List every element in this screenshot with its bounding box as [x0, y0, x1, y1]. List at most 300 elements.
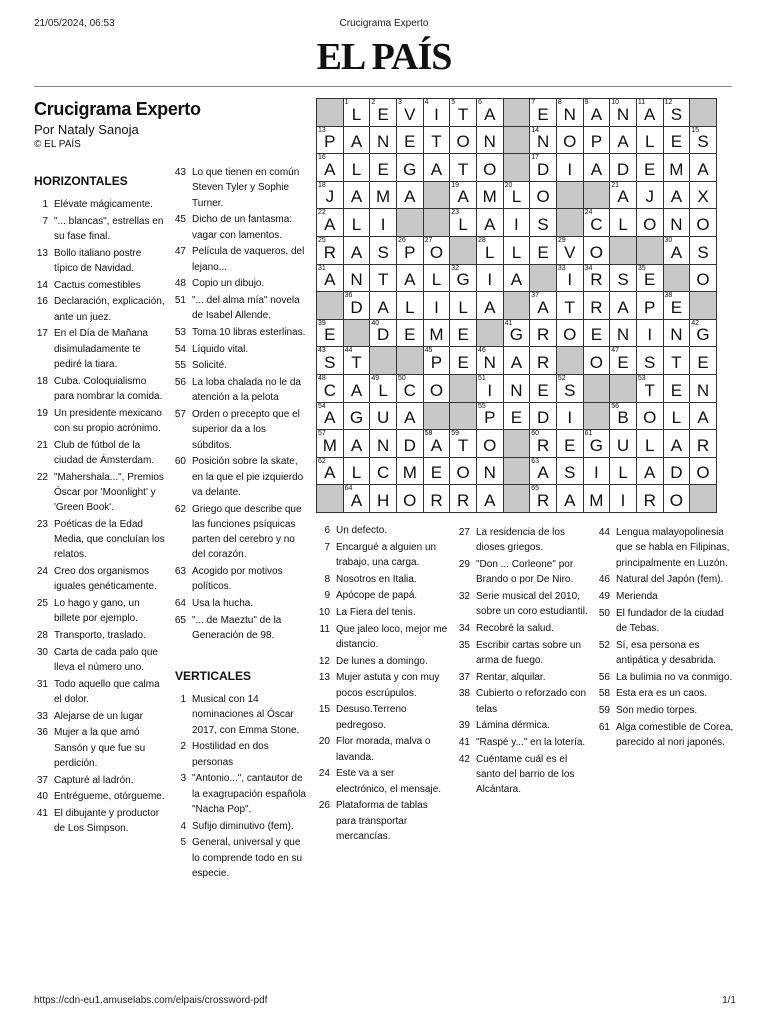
cell-letter: A: [670, 435, 683, 455]
clue-item: [316, 766, 448, 797]
grid-cell[interactable]: [396, 126, 423, 154]
grid-cell[interactable]: [370, 402, 397, 430]
cell-letter: O: [456, 132, 470, 152]
grid-cell[interactable]: [556, 154, 583, 182]
cell-letter: M: [429, 325, 444, 345]
grid-cell[interactable]: [663, 402, 690, 430]
grid-cell[interactable]: [690, 264, 717, 292]
grid-cell[interactable]: [450, 319, 477, 347]
clue-text: Dicho de un fantasma: vagar con lamentos.: [192, 214, 293, 241]
clue-text: Solicité.: [192, 360, 228, 372]
cell-letter: S: [697, 132, 709, 152]
grid-cell[interactable]: [610, 154, 637, 182]
grid-cell[interactable]: [583, 126, 610, 154]
cell-letter: L: [351, 159, 362, 179]
grid-cell[interactable]: [317, 126, 344, 154]
grid-cell[interactable]: [690, 457, 717, 485]
grid-cell[interactable]: [450, 264, 477, 292]
grid-cell[interactable]: [636, 126, 663, 154]
grid-cell[interactable]: [370, 181, 397, 209]
clue-number: 23: [36, 518, 48, 530]
clue-text: Alga comestible de Corea, parecido al nori japonés.: [616, 721, 734, 748]
grid-cell[interactable]: [396, 154, 423, 182]
grid-cell[interactable]: [450, 292, 477, 320]
grid-cell[interactable]: [610, 457, 637, 485]
grid-cell[interactable]: [476, 430, 503, 458]
vertical-clues-col3: [316, 523, 448, 846]
grid-cell[interactable]: [476, 457, 503, 485]
clue-text: La Fiera del tenis.: [336, 607, 416, 619]
cell-number: 58: [424, 430, 433, 438]
grid-cell[interactable]: [450, 209, 477, 237]
grid-block-cell: [503, 99, 530, 127]
grid-cell[interactable]: [396, 99, 423, 127]
cell-number: 54: [318, 402, 326, 410]
grid-cell[interactable]: [556, 126, 583, 154]
grid-cell[interactable]: [610, 347, 637, 375]
clue-number: 13: [36, 247, 48, 259]
grid-cell[interactable]: [690, 236, 717, 264]
grid-cell[interactable]: [583, 264, 610, 292]
clue-item: [172, 835, 308, 881]
cell-letter: C: [403, 380, 416, 400]
grid-cell[interactable]: [450, 485, 477, 513]
grid-cell[interactable]: [476, 485, 503, 513]
grid-cell[interactable]: [583, 236, 610, 264]
grid-cell[interactable]: [343, 430, 370, 458]
grid-cell[interactable]: [583, 430, 610, 458]
cell-letter: S: [564, 463, 576, 483]
grid-cell[interactable]: [343, 181, 370, 209]
grid-cell[interactable]: [476, 347, 503, 375]
grid-cell[interactable]: [396, 292, 423, 320]
grid-cell[interactable]: [610, 126, 637, 154]
cell-number: 16: [318, 154, 326, 162]
clue-item: [34, 197, 166, 212]
grid-cell[interactable]: [370, 457, 397, 485]
grid-cell[interactable]: [503, 236, 530, 264]
clue-item: [172, 325, 308, 340]
grid-row: [317, 126, 717, 154]
grid-cell[interactable]: [396, 402, 423, 430]
clue-number: 29: [458, 558, 470, 570]
grid-cell[interactable]: [663, 236, 690, 264]
grid-cell[interactable]: [423, 99, 450, 127]
clue-item: [172, 165, 308, 211]
grid-cell[interactable]: [663, 374, 690, 402]
grid-cell[interactable]: [317, 264, 344, 292]
clue-text: Plataforma de tablas para transportar mercancías.: [336, 800, 428, 842]
clue-text: Natural del Japón (fem).: [616, 574, 724, 586]
grid-cell[interactable]: [636, 402, 663, 430]
grid-cell[interactable]: [476, 154, 503, 182]
print-date: 21/05/2024, 06:53: [34, 18, 115, 29]
grid-cell[interactable]: [503, 402, 530, 430]
grid-cell[interactable]: [503, 181, 530, 209]
clue-text: Un presidente mexicano con su propio acrónimo.: [54, 407, 162, 434]
grid-cell[interactable]: [343, 457, 370, 485]
grid-cell[interactable]: [663, 485, 690, 513]
grid-cell[interactable]: [556, 99, 583, 127]
grid-cell[interactable]: [690, 154, 717, 182]
grid-cell[interactable]: [583, 347, 610, 375]
grid-cell[interactable]: [556, 485, 583, 513]
grid-cell[interactable]: [370, 154, 397, 182]
grid-cell[interactable]: [636, 319, 663, 347]
grid-cell[interactable]: [610, 181, 637, 209]
grid-cell[interactable]: [690, 374, 717, 402]
cell-letter: D: [670, 463, 683, 483]
cell-letter: C: [590, 214, 603, 234]
grid-cell[interactable]: [663, 126, 690, 154]
cell-letter: M: [376, 187, 391, 207]
grid-cell[interactable]: [423, 292, 450, 320]
grid-cell[interactable]: [530, 457, 557, 485]
grid-cell[interactable]: [530, 402, 557, 430]
grid-cell[interactable]: [530, 209, 557, 237]
cell-letter: J: [645, 187, 654, 207]
grid-cell[interactable]: [396, 264, 423, 292]
clue-item: [34, 374, 166, 405]
grid-cell[interactable]: [370, 292, 397, 320]
cell-letter: E: [377, 159, 389, 179]
grid-cell[interactable]: [636, 374, 663, 402]
grid-row: [317, 99, 717, 127]
copyright-notice: © EL PAÍS: [34, 139, 81, 150]
cell-letter: A: [350, 187, 363, 207]
grid-block-cell: [503, 154, 530, 182]
grid-cell[interactable]: [476, 181, 503, 209]
clue-text: Orden o precepto que el superior da a los súbditos.: [192, 408, 300, 451]
cell-letter: G: [349, 408, 364, 428]
cell-letter: N: [377, 132, 390, 152]
clue-number: 28: [36, 630, 48, 642]
grid-cell[interactable]: [636, 154, 663, 182]
grid-cell[interactable]: [370, 430, 397, 458]
cell-letter: E: [644, 270, 656, 290]
grid-cell[interactable]: [503, 374, 530, 402]
clue-text: Posición sobre la skate, en la que el pie izquierdo va delante.: [192, 456, 304, 498]
grid-cell[interactable]: [663, 154, 690, 182]
grid-cell[interactable]: [610, 430, 637, 458]
grid-cell[interactable]: [343, 126, 370, 154]
cell-letter: T: [457, 435, 469, 455]
grid-cell[interactable]: [610, 209, 637, 237]
grid-cell[interactable]: [610, 319, 637, 347]
grid-cell[interactable]: [530, 99, 557, 127]
grid-cell[interactable]: [663, 209, 690, 237]
grid-cell[interactable]: [476, 292, 503, 320]
grid-cell[interactable]: [343, 99, 370, 127]
clue-item: [34, 438, 166, 469]
grid-cell[interactable]: [556, 264, 583, 292]
clue-item: [172, 564, 308, 595]
grid-cell[interactable]: [476, 126, 503, 154]
grid-cell[interactable]: [476, 236, 503, 264]
cell-letter: A: [377, 297, 389, 317]
grid-cell[interactable]: [530, 154, 557, 182]
cell-letter: L: [644, 435, 655, 455]
grid-cell[interactable]: [583, 292, 610, 320]
grid-cell[interactable]: [556, 430, 583, 458]
cell-letter: E: [644, 159, 656, 179]
cell-letter: E: [404, 325, 416, 345]
grid-cell[interactable]: [690, 347, 717, 375]
grid-cell[interactable]: [610, 292, 637, 320]
clue-item: [34, 628, 166, 643]
grid-cell[interactable]: [423, 430, 450, 458]
grid-cell[interactable]: [636, 99, 663, 127]
grid-cell[interactable]: [690, 126, 717, 154]
grid-cell[interactable]: [370, 264, 397, 292]
grid-cell[interactable]: [556, 457, 583, 485]
cell-letter: O: [643, 214, 657, 234]
grid-cell[interactable]: [450, 347, 477, 375]
clue-item: [172, 819, 308, 834]
vertical-clues-col4: [454, 525, 588, 799]
clue-text: Alejarse de un lugar: [54, 710, 143, 722]
grid-cell[interactable]: [556, 374, 583, 402]
cell-letter: S: [564, 380, 576, 400]
grid-cell[interactable]: [423, 485, 450, 513]
grid-cell[interactable]: [317, 319, 344, 347]
clue-text: Cubierto o reforzado con telas: [476, 688, 587, 715]
grid-cell[interactable]: [343, 236, 370, 264]
grid-cell[interactable]: [423, 319, 450, 347]
grid-cell[interactable]: [317, 374, 344, 402]
grid-cell[interactable]: [556, 319, 583, 347]
grid-cell[interactable]: [583, 99, 610, 127]
clue-text: Mujer astuta y con muy pocos escrúpulos.: [336, 672, 440, 699]
cell-letter: A: [617, 132, 629, 152]
clue-number: 22: [36, 471, 48, 483]
grid-cell[interactable]: [343, 374, 370, 402]
grid-cell[interactable]: [503, 264, 530, 292]
cell-letter: O: [696, 214, 710, 234]
cell-letter: E: [457, 352, 469, 372]
grid-cell[interactable]: [450, 457, 477, 485]
grid-block-cell: [503, 126, 530, 154]
clue-number: 37: [36, 774, 48, 786]
cell-letter: H: [377, 490, 390, 510]
grid-cell[interactable]: [556, 236, 583, 264]
cell-letter: A: [324, 214, 336, 234]
cell-letter: A: [324, 463, 336, 483]
grid-cell[interactable]: [583, 319, 610, 347]
grid-cell[interactable]: [343, 264, 370, 292]
grid-cell[interactable]: [476, 402, 503, 430]
grid-cell[interactable]: [530, 374, 557, 402]
grid-cell[interactable]: [370, 236, 397, 264]
cell-letter: R: [323, 242, 336, 262]
cell-letter: P: [644, 297, 656, 317]
grid-cell[interactable]: [556, 402, 583, 430]
grid-cell[interactable]: [343, 402, 370, 430]
grid-cell[interactable]: [423, 126, 450, 154]
grid-block-cell: [450, 402, 477, 430]
grid-cell[interactable]: [610, 99, 637, 127]
grid-cell[interactable]: [423, 236, 450, 264]
grid-cell[interactable]: [343, 209, 370, 237]
grid-cell[interactable]: [343, 485, 370, 513]
grid-cell[interactable]: [503, 347, 530, 375]
cell-letter: O: [669, 490, 683, 510]
grid-cell[interactable]: [636, 457, 663, 485]
grid-cell[interactable]: [690, 402, 717, 430]
grid-cell[interactable]: [423, 347, 450, 375]
grid-cell[interactable]: [396, 374, 423, 402]
grid-cell[interactable]: [370, 319, 397, 347]
grid-cell[interactable]: [396, 485, 423, 513]
grid-cell[interactable]: [556, 292, 583, 320]
cell-letter: G: [509, 325, 524, 345]
grid-cell[interactable]: [636, 264, 663, 292]
cell-letter: N: [616, 104, 630, 124]
grid-cell[interactable]: [583, 209, 610, 237]
grid-cell[interactable]: [343, 154, 370, 182]
grid-cell[interactable]: [317, 402, 344, 430]
cell-number: 55: [477, 402, 486, 410]
grid-cell[interactable]: [476, 99, 503, 127]
grid-cell[interactable]: [663, 181, 690, 209]
cell-letter: L: [431, 270, 442, 290]
grid-cell[interactable]: [423, 154, 450, 182]
grid-cell[interactable]: [317, 430, 344, 458]
grid-cell[interactable]: [450, 126, 477, 154]
grid-block-cell: [583, 402, 610, 430]
grid-cell[interactable]: [503, 209, 530, 237]
clue-number: 19: [36, 407, 48, 419]
grid-cell[interactable]: [450, 181, 477, 209]
grid-cell[interactable]: [343, 292, 370, 320]
clue-number: 55: [174, 360, 186, 372]
grid-cell[interactable]: [610, 485, 637, 513]
clue-item: [454, 752, 588, 798]
grid-cell[interactable]: [423, 457, 450, 485]
grid-cell[interactable]: [396, 457, 423, 485]
grid-cell[interactable]: [317, 236, 344, 264]
grid-cell[interactable]: [396, 181, 423, 209]
grid-cell[interactable]: [663, 430, 690, 458]
cell-number: 62: [318, 457, 326, 465]
grid-cell[interactable]: [663, 457, 690, 485]
grid-cell[interactable]: [663, 292, 690, 320]
grid-cell[interactable]: [636, 292, 663, 320]
grid-cell[interactable]: [610, 402, 637, 430]
cell-letter: E: [670, 380, 683, 400]
grid-cell[interactable]: [370, 126, 397, 154]
grid-cell[interactable]: [396, 319, 423, 347]
cell-letter: P: [590, 132, 603, 152]
grid-cell[interactable]: [530, 236, 557, 264]
grid-cell[interactable]: [317, 457, 344, 485]
grid-cell[interactable]: [317, 181, 344, 209]
grid-cell[interactable]: [370, 209, 397, 237]
grid-cell[interactable]: [396, 236, 423, 264]
grid-row: [317, 236, 717, 264]
grid-cell[interactable]: [690, 430, 717, 458]
grid-cell[interactable]: [663, 347, 690, 375]
clue-text: Elévate mágicamente.: [54, 199, 153, 210]
grid-cell[interactable]: [663, 319, 690, 347]
cell-number: 57: [318, 430, 326, 438]
cell-letter: O: [429, 380, 444, 400]
grid-cell[interactable]: [450, 430, 477, 458]
clue-item: [594, 638, 734, 669]
grid-row: [317, 485, 717, 513]
grid-block-cell: [317, 99, 344, 127]
clue-item: [34, 709, 166, 724]
grid-cell[interactable]: [530, 347, 557, 375]
grid-cell[interactable]: [450, 154, 477, 182]
grid-cell[interactable]: [530, 292, 557, 320]
grid-cell[interactable]: [317, 154, 344, 182]
cell-letter: M: [482, 187, 497, 207]
grid-cell[interactable]: [476, 264, 503, 292]
grid-cell[interactable]: [396, 430, 423, 458]
grid-cell[interactable]: [690, 209, 717, 237]
grid-cell[interactable]: [583, 485, 610, 513]
grid-cell[interactable]: [476, 209, 503, 237]
cell-letter: O: [429, 242, 444, 262]
grid-cell[interactable]: [317, 209, 344, 237]
cell-number: 17: [531, 154, 540, 162]
grid-cell[interactable]: [370, 374, 397, 402]
grid-cell[interactable]: [423, 264, 450, 292]
grid-row: [317, 209, 717, 237]
cell-letter: J: [325, 187, 335, 207]
clue-text: Hostilidad en dos personas: [192, 741, 269, 768]
cell-letter: O: [456, 463, 470, 483]
grid-cell[interactable]: [423, 374, 450, 402]
cell-number: 2: [371, 99, 376, 106]
clue-text: Flor morada, malva o lavanda.: [336, 736, 431, 763]
cell-letter: S: [697, 242, 709, 262]
grid-cell[interactable]: [583, 154, 610, 182]
grid-cell[interactable]: [530, 126, 557, 154]
grid-cell[interactable]: [690, 181, 717, 209]
grid-cell[interactable]: [636, 209, 663, 237]
clue-number: 61: [598, 721, 610, 733]
clue-item: [594, 703, 734, 718]
grid-cell[interactable]: [450, 99, 477, 127]
grid-block-cell: [610, 374, 637, 402]
grid-block-cell: [317, 292, 344, 320]
cell-letter: D: [377, 325, 390, 345]
grid-cell[interactable]: [636, 347, 663, 375]
grid-cell[interactable]: [530, 319, 557, 347]
grid-cell[interactable]: [503, 319, 530, 347]
grid-cell[interactable]: [690, 319, 717, 347]
grid-cell[interactable]: [317, 347, 344, 375]
grid-cell[interactable]: [583, 457, 610, 485]
cell-letter: P: [430, 352, 443, 372]
grid-cell[interactable]: [370, 99, 397, 127]
grid-cell[interactable]: [343, 347, 370, 375]
grid-cell[interactable]: [636, 485, 663, 513]
cell-number: 40: [371, 319, 380, 327]
grid-cell[interactable]: [530, 181, 557, 209]
grid-cell[interactable]: [610, 264, 637, 292]
grid-cell[interactable]: [636, 181, 663, 209]
cell-number: 11: [637, 99, 646, 106]
grid-cell[interactable]: [530, 485, 557, 513]
grid-cell[interactable]: [663, 99, 690, 127]
grid-cell[interactable]: [476, 374, 503, 402]
grid-cell[interactable]: [370, 485, 397, 513]
grid-cell[interactable]: [636, 430, 663, 458]
grid-cell[interactable]: [530, 430, 557, 458]
